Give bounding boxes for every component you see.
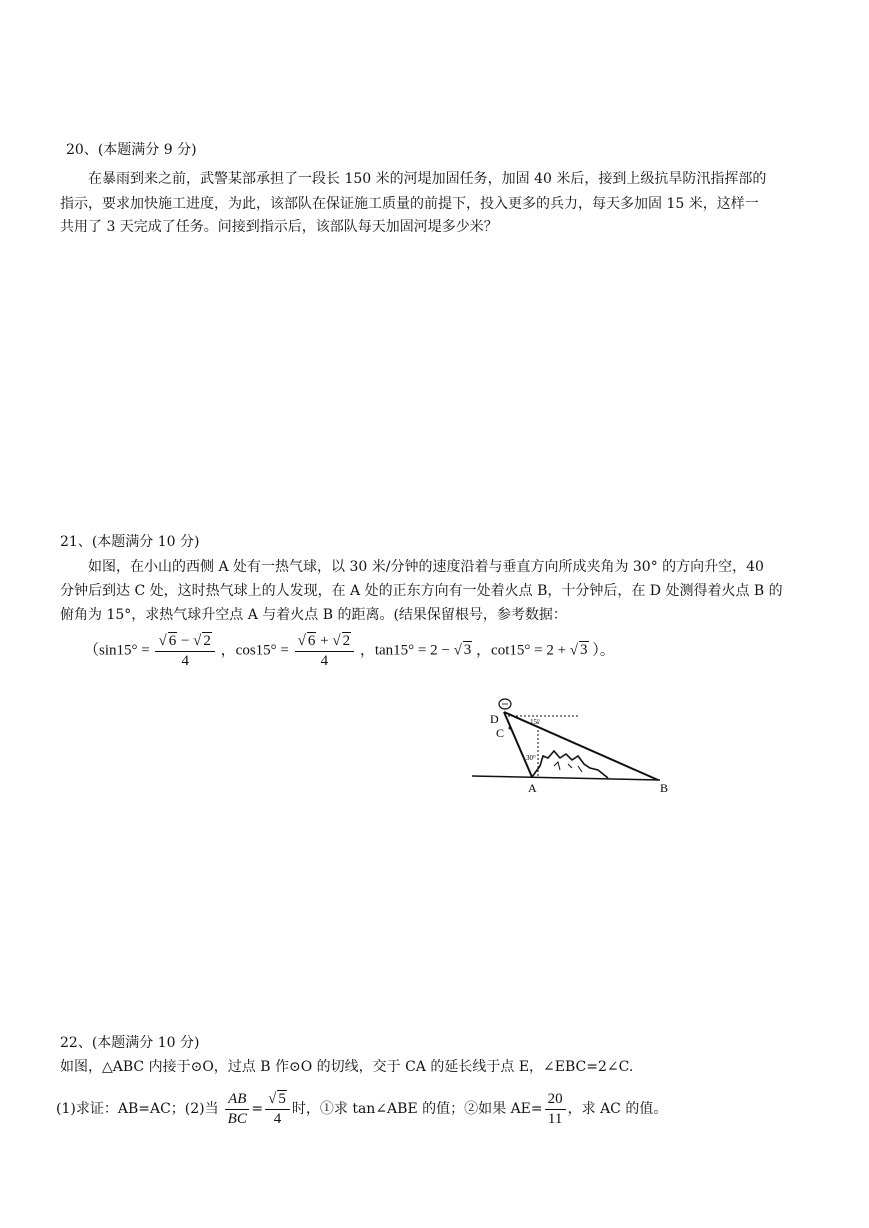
- equals-sign: =: [251, 1101, 264, 1117]
- cos-plus: +: [316, 633, 333, 649]
- hill-outline: [532, 751, 608, 778]
- balloon-hill-figure: [468, 696, 678, 796]
- q20-heading: 20、(本题满分 9 分): [66, 142, 197, 158]
- frac2-denominator: 4: [273, 1111, 282, 1127]
- angle-30-label: 30°: [526, 754, 536, 762]
- q20-line-3: 共用了 3 天完成了任务。问接到指示后，该部队每天加固河堤多少米？: [60, 219, 498, 235]
- ground-line: [472, 776, 660, 780]
- cot-label: ，cot15° = 2 +: [476, 642, 570, 659]
- angle-15-label: 15°: [530, 718, 540, 726]
- q22-line-2: [56, 1090, 667, 1128]
- q22-part2: 时，①求 tan∠ABE 的值；②如果 AE=: [291, 1101, 543, 1117]
- q21-line-1: 如图，在小山的西侧 A 处有一热气球，以 30 米/分钟的速度沿着与垂直方向所成夹角为 30° 的方向升空，40: [88, 559, 764, 575]
- cot-root: 3: [580, 642, 588, 659]
- cos-root-a: 6: [307, 633, 316, 649]
- tan-label: ，tan15° = 2 −: [359, 642, 454, 659]
- frac3-denominator: 11: [547, 1110, 563, 1127]
- frac1-numerator: AB: [225, 1091, 249, 1110]
- trig-reference-formula: （sin15° = $\frac{√ 6 - √ 2}{4}$ ，cos15° = $\frac{√ 6 + √ 2}{4}$ ，tan15° = 2 − √ 3 ，cot15° = 2 + √ 3 ）。: [84, 633, 615, 669]
- q22-heading: 22、(本题满分 10 分): [60, 1035, 200, 1051]
- cos-label: ，cos15° =: [220, 642, 289, 659]
- q20-line-1: 在暴雨到来之前，武警某部承担了一段长 150 米的河堤加固任务，加固 40 米后，接到上级抗旱防汛指挥部的: [88, 171, 767, 187]
- cos-denominator: 4: [320, 653, 329, 669]
- frac3-numerator: 20: [545, 1091, 566, 1110]
- q21-line-2: 分钟后到达 C 处，这时热气球上的人发现，在 A 处的正东方向有一处着火点 B，十分钟后，在 D 处测得着火点 B 的: [60, 583, 783, 599]
- twenty-over-eleven-fraction: [545, 1091, 566, 1128]
- q22-line-1: 如图，△ABC 内接于⊙O，过点 B 作⊙O 的切线，交于 CA 的延长线于点 E，∠EBC=2∠C.: [60, 1059, 634, 1075]
- point-C: [509, 727, 512, 730]
- balloon-icon: [499, 699, 511, 709]
- q22-part1: (1)求证：AB=AC；(2)当: [56, 1101, 219, 1117]
- sin-root-a: 6: [168, 633, 177, 649]
- frac2-root: 5: [278, 1091, 286, 1107]
- sin15-fraction: $\frac{√ 6 - √ 2}{4}$: [155, 632, 214, 670]
- q21-line-3: 俯角为 15°，求热气球升空点 A 与着火点 B 的距离。(结果保留根号，参考数据：: [60, 607, 567, 623]
- cos15-fraction: $\frac{√ 6 + √ 2}{4}$: [295, 632, 354, 670]
- label-C: C: [496, 726, 505, 740]
- frac1-denominator: BC: [227, 1110, 247, 1127]
- label-A: A: [528, 781, 537, 795]
- cos-root-b: 2: [342, 633, 351, 649]
- label-B: B: [660, 781, 669, 795]
- tan-root: 3: [463, 642, 472, 659]
- q20-line-2: 指示，要求加快施工进度，为此，该部队在保证施工质量的前提下，投入更多的兵力，每天多加固 15 米，这样一: [60, 196, 759, 212]
- hill-detail: [554, 762, 582, 772]
- q21-heading: 21、(本题满分 10 分): [60, 534, 200, 550]
- sin-denominator: 4: [181, 653, 189, 669]
- formula-open: （sin15° =: [84, 642, 150, 659]
- sin-minus: −: [177, 633, 194, 649]
- sin-root-b: 2: [203, 633, 211, 649]
- root5-over-4-fraction: $\frac{√ 5}{4}$: [265, 1090, 290, 1128]
- ab-over-bc-fraction: [225, 1091, 249, 1128]
- formula-close: ）。: [592, 642, 615, 659]
- label-D: D: [490, 712, 499, 726]
- q22-part3: ，求 AC 的值。: [567, 1101, 668, 1117]
